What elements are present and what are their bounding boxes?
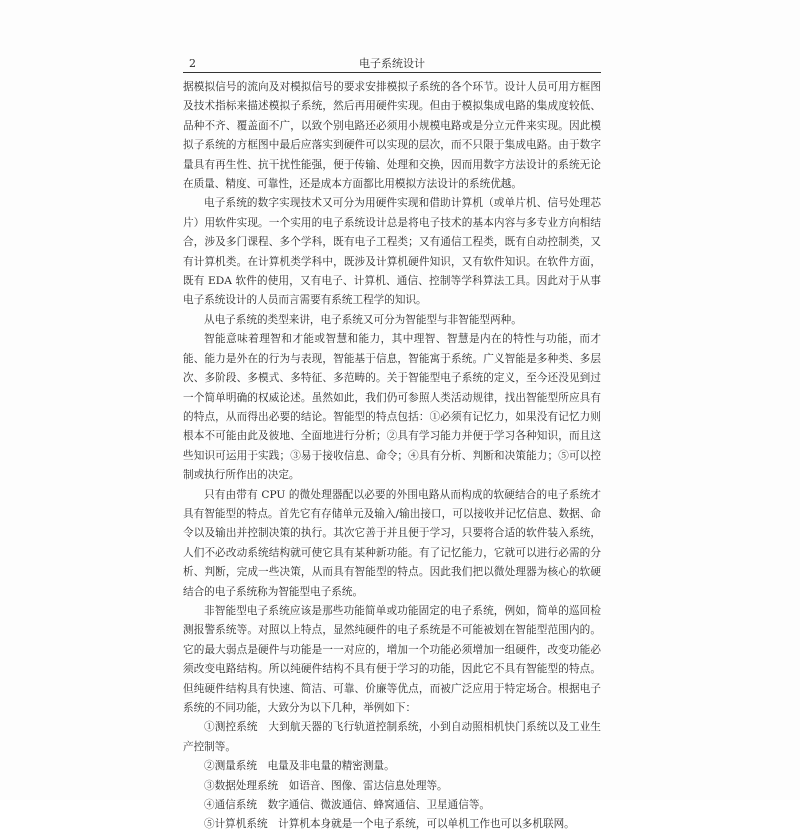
list-item-data-processing: ③数据处理系统 如语音、图像、雷达信息处理等。 <box>204 779 448 792</box>
running-title: 电子系统设计 <box>359 57 425 70</box>
list-item-measurement: ②测量系统 电量及非电量的精密测量。 <box>204 760 395 773</box>
paragraph-intelligence: 智能意味着理智和才能或智慧和能力，其中理智、智慧是内在的特性与功能，而才能、能力是外在的行为与表现，智能基于信息，智能寓于系统。广义智能是多种类、多层次、多阶段、多模式、多特征、多范畴的。关于智能型电子系统的定义，至今还没见到过一个简单明确的权威论述。虽然如此，我们仍可参照人类活动规律，找出智能型所应具有的特点，从而得出必要的结论。智能型的特点包括：①必须有记忆力，如果没有记忆力则根本不可能由此及彼地、全面地进行分析；②具有学习能力并便于学习各种知识，而且这些知识可运用于实践；③易于接收信息、命令；④具有分析、判断和决策能力；⑤可以控制或执行所作出的决定。 <box>183 333 601 482</box>
paragraph-cpu-systems: 只有由带有 CPU 的微处理器配以必要的外围电路从而构成的软硬结合的电子系统才具有智能型的特点。首先它有存储单元及输入/输出接口，可以接收并记忆信息、数据、命令以及输出并控制决策的执行。其次它善于并且便于学习，只要将合适的软件装入系统，人们不必改动系统结构就可使它具有某种新功能。有了记忆能力，它就可以进行必需的分析、判断，完成一些决策，从而具有智能型的特点。因此我们把以微处理器为核心的软硬结合的电子系统称为智能型电子系统。 <box>183 488 601 598</box>
list-item-computer: ⑤计算机系统 计算机本身就是一个电子系统，可以单机工作也可以多机联网。 <box>204 818 575 831</box>
page-body <box>183 78 601 835</box>
list-item-measurement-control: ①测控系统 大到航天器的飞行轨道控制系统，小到自动照相机快门系统以及工业生产控制等。 <box>183 721 601 753</box>
paragraph-continuation: 据模拟信号的流向及对模拟信号的要求安排模拟子系统的各个环节。设计人员可用方框图及技术指标来描述模拟子系统，然后再用硬件实现。但由于模拟集成电路的集成度较低、品种不齐、覆盖面不广，以致个别电路还必须用小规模电路或是分立元件来实现。因此模拟子系统的方框图中最后应落实到硬件可以实现的层次，而不只限于集成电路。由于数字量具有再生性、抗干扰性能强，便于传输、处理和交换，因而用数字方法设计的系统无论在质量、精度、可靠性，还是成本方面都比用模拟方法设计的系统优越。 <box>183 81 601 191</box>
paragraph-system-types: 从电子系统的类型来讲，电子系统又可分为智能型与非智能型两种。 <box>204 313 522 326</box>
list-item-communication: ④通信系统 数字通信、微波通信、蜂窝通信、卫星通信等。 <box>204 799 491 812</box>
page-header <box>183 56 601 73</box>
page-number: 2 <box>189 57 196 70</box>
paragraph-non-intelligent: 非智能型电子系统应该是那些功能简单或功能固定的电子系统，例如，简单的巡回检测报警系统等。对照以上特点，显然纯硬件的电子系统是不可能被划在智能型范围内的。它的最大弱点是硬件与功能是一一对应的，增加一个功能必须增加一组硬件，改变功能必须改变电路结构。所以纯硬件结构不具有便于学习的功能，因此它不具有智能型的特点。但纯硬件结构具有快速、简洁、可靠、价廉等优点，而被广泛应用于特定场合。根据电子系统的不同功能，大致分为以下几种，举例如下： <box>183 604 601 714</box>
paragraph-digital-implementation: 电子系统的数字实现技术又可分为用硬件实现和借助计算机（或单片机、信号处理芯片）用软件实现。一个实用的电子系统设计总是将电子技术的基本内容与多专业方向相结合，涉及多门课程、多个学科，既有电子工程类；又有通信工程类，既有自动控制类，又有计算机类。在计算机类学科中，既涉及计算机硬件知识，又有软件知识。在软件方面，既有 EDA 软件的使用，又有电子、计算机、通信、控制等学科算法工具。因此对于从事电子系统设计的人员而言需要有系统工程学的知识。 <box>183 197 601 307</box>
